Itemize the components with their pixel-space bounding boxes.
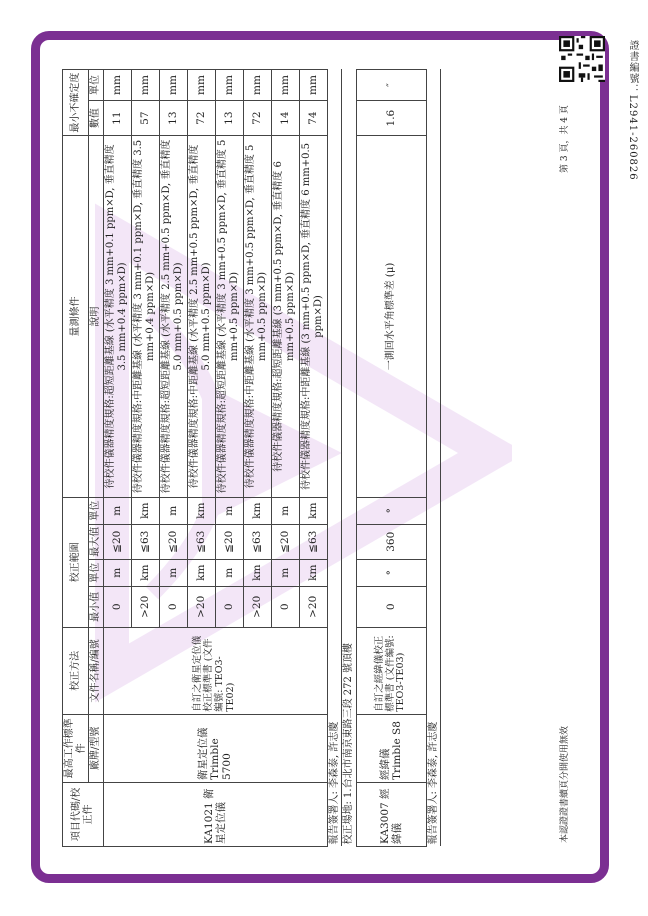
range-min: >20 xyxy=(299,586,327,627)
range-max: 360 xyxy=(356,524,426,559)
condition: 待校件儀器精度規格:中距離基線 (水平精度 3 mm+0.5 ppm×D, 垂直精度 5 mm+0.5 ppm×D) xyxy=(243,136,271,498)
range-max: ≦20 xyxy=(215,524,243,559)
uncertainty-value: 72 xyxy=(187,101,215,136)
uncertainty-value: 1.6 xyxy=(356,101,426,136)
range-unit2: km xyxy=(131,497,159,524)
range-unit2: km xyxy=(187,497,215,524)
header-method-sub: 文件名稱/編號 xyxy=(89,627,104,714)
range-min: 0 xyxy=(271,586,299,627)
calibration-table xyxy=(62,69,441,847)
range-unit2: m xyxy=(271,497,299,524)
uncertainty-unit: mm xyxy=(131,70,159,101)
uncertainty-unit: mm xyxy=(159,70,187,101)
range-unit2: m xyxy=(215,497,243,524)
uncertainty-value: 13 xyxy=(215,101,243,136)
range-max: ≦20 xyxy=(159,524,187,559)
range-unit: km xyxy=(243,559,271,586)
uncertainty-unit: ″ xyxy=(356,70,426,101)
range-max: ≦63 xyxy=(243,524,271,559)
range-unit: m xyxy=(271,559,299,586)
table-row xyxy=(103,70,131,847)
uncertainty-unit: mm xyxy=(271,70,299,101)
standard-trimble-s8: 經緯儀 Trimble S8 xyxy=(356,714,426,782)
condition: 一測回水平角標準差 (μ) xyxy=(356,136,426,498)
rotated-content xyxy=(52,47,578,863)
condition: 待校件儀器精度規格:中距離基線 (水平精度 3 mm+0.1 ppm×D, 垂直精度 3.5 mm+0.4 ppm×D) xyxy=(131,136,159,498)
range-unit: m xyxy=(159,559,187,586)
header-item: 項目代碼/校正件 xyxy=(63,782,104,846)
header-unit2: 單位 xyxy=(89,497,104,524)
uncertainty-value: 74 xyxy=(299,101,327,136)
range-unit2: m xyxy=(103,497,131,524)
header-condition-sub: 說明 xyxy=(89,136,104,498)
header-range: 校正範圍 xyxy=(63,497,89,627)
header-uncertainty: 最小不確定度 xyxy=(63,70,89,136)
report-signatory: 報告簽署人: 李森泰, 許志慶 xyxy=(327,70,342,847)
range-unit2: ° xyxy=(356,497,426,524)
report-signatory: 報告簽署人: 李森泰, 許志慶 xyxy=(426,70,441,847)
header-max: 最大值 xyxy=(89,524,104,559)
item-code-ka1021: KA1021 衛星定位儀 xyxy=(103,782,327,846)
condition: 待校件儀器精度規格:超短距離基線 (水平精度 2.5 mm+0.5 ppm×D, 垂直精度 5.0 mm+0.5 ppm×D) xyxy=(159,136,187,498)
range-unit2: km xyxy=(299,497,327,524)
range-unit: m xyxy=(215,559,243,586)
range-unit: m xyxy=(103,559,131,586)
certificate-number: 證書編號：L2941-260826 xyxy=(627,40,638,181)
method-te02: 自訂之衛星定位儀校正標準書 (文件編號: TEO3-TE02) xyxy=(103,627,327,714)
range-min: >20 xyxy=(187,586,215,627)
range-unit: km xyxy=(299,559,327,586)
standard-trimble-5700: 衛星定位儀 Trimble 5700 xyxy=(103,714,327,782)
range-max: ≦63 xyxy=(299,524,327,559)
header-unit3: 單位 xyxy=(89,70,104,101)
table-row xyxy=(356,70,426,847)
header-value: 數值 xyxy=(89,101,104,136)
range-max: ≦63 xyxy=(131,524,159,559)
range-min: 0 xyxy=(356,586,426,627)
uncertainty-unit: mm xyxy=(103,70,131,101)
range-max: ≦20 xyxy=(271,524,299,559)
header-standard: 最高工作標準件 xyxy=(63,714,89,782)
range-min: 0 xyxy=(159,586,187,627)
range-min: 0 xyxy=(103,586,131,627)
range-unit2: km xyxy=(243,497,271,524)
uncertainty-value: 13 xyxy=(159,101,187,136)
calibration-location: 校正場地: 1.台北市南京東路三段 272 號頂樓 xyxy=(342,70,357,847)
condition: 待校件儀器精度規格:中距離基線 (水平精度 2.5 mm+0.5 ppm×D, 垂直精度 5.0 mm+0.5 ppm×D) xyxy=(187,136,215,498)
item-code-ka3007: KA3007 經緯儀 xyxy=(356,782,426,846)
header-condition: 量測條件 xyxy=(63,136,89,498)
header-unit: 單位 xyxy=(89,559,104,586)
header-standard-sub: 廠牌/型號 xyxy=(89,714,104,782)
footer-note: 本認證證書續頁分開使用無效 xyxy=(560,725,570,843)
range-unit: km xyxy=(131,559,159,586)
header-min: 最小值 xyxy=(89,586,104,627)
range-max: ≦20 xyxy=(103,524,131,559)
uncertainty-unit: mm xyxy=(215,70,243,101)
uncertainty-unit: mm xyxy=(187,70,215,101)
uncertainty-value: 14 xyxy=(271,101,299,136)
uncertainty-unit: mm xyxy=(243,70,271,101)
range-max: ≦63 xyxy=(187,524,215,559)
method-te03: 自訂之經緯儀校正標準書 (文件編號: TEO3-TE03) xyxy=(356,627,426,714)
range-min: >20 xyxy=(243,586,271,627)
range-unit: km xyxy=(187,559,215,586)
uncertainty-value: 11 xyxy=(103,101,131,136)
condition: 待校件儀器精度規格:超短距離基線 (3 mm+0.5 ppm×D, 垂直精度 6 mm+0.5 ppm×D) xyxy=(271,136,299,498)
condition: 待校件儀器精度規格:超短距離基線 (水平精度 3 mm+0.5 ppm×D, 垂直精度 5 mm+0.5 ppm×D) xyxy=(215,136,243,498)
condition: 待校件儀器精度規格:中距離基線 (3 mm+0.5 ppm×D, 垂直精度 6 mm+0.5 ppm×D) xyxy=(299,136,327,498)
uncertainty-value: 57 xyxy=(131,101,159,136)
range-min: >20 xyxy=(131,586,159,627)
uncertainty-unit: mm xyxy=(299,70,327,101)
range-min: 0 xyxy=(215,586,243,627)
header-method: 校正方法 xyxy=(63,627,89,714)
range-unit2: m xyxy=(159,497,187,524)
range-unit: ° xyxy=(356,559,426,586)
uncertainty-value: 72 xyxy=(243,101,271,136)
condition: 待校件儀器精度規格:超短距離基線 (水平精度 3 mm+0.1 ppm×D, 垂直精度 3.5 mm+0.4 ppm×D) xyxy=(103,136,131,498)
page-number: 第 3 頁，共 4 頁 xyxy=(560,105,570,173)
